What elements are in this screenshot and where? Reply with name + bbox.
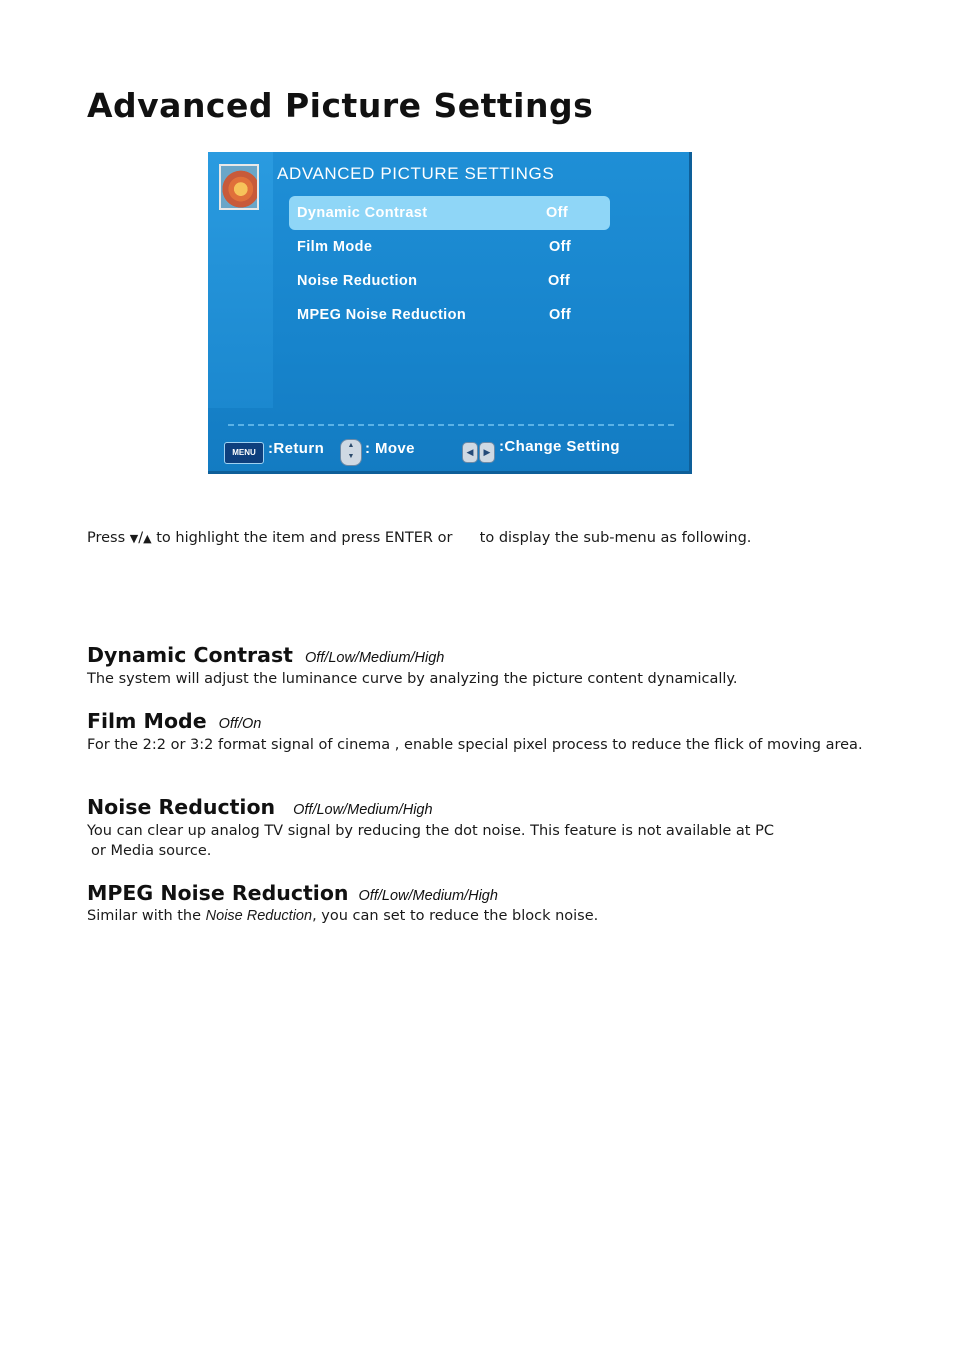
osd-item-label: Dynamic Contrast: [297, 205, 428, 221]
section-text-post: , you can set to reduce the block noise.: [312, 908, 599, 924]
osd-title: ADVANCED PICTURE SETTINGS: [277, 164, 555, 183]
tv-picture-icon: [219, 164, 259, 210]
osd-item-dynamic-contrast[interactable]: [289, 196, 610, 230]
section-text-mpeg-noise-reduction: [87, 906, 867, 926]
section-options: Off/Low/Medium/High: [358, 888, 498, 904]
osd-item-film-mode[interactable]: [289, 230, 610, 264]
section-heading-noise-reduction: [87, 795, 433, 819]
section-text-line-1: You can clear up analog TV signal by reducing the dot noise. This feature is not available at PC: [87, 823, 774, 839]
osd-item-value: Off: [546, 205, 569, 221]
left-right-key-icon: ◀: [462, 442, 478, 463]
osd-return-hint: :Return: [268, 440, 325, 457]
section-options: Off/On: [218, 716, 262, 732]
instruction-part-1: to highlight the item and press ENTER or: [156, 530, 453, 546]
osd-menu-screenshot: [208, 152, 692, 474]
osd-item-mpeg-noise-reduction[interactable]: [289, 298, 610, 332]
section-text-line-2: or Media source.: [91, 843, 212, 859]
up-arrow-icon: ▲: [143, 532, 152, 545]
left-right-key-icon: ▶: [479, 442, 495, 463]
osd-move-hint: : Move: [365, 440, 415, 457]
osd-item-noise-reduction[interactable]: [289, 264, 610, 298]
osd-divider: [228, 424, 674, 426]
section-title: Dynamic Contrast: [87, 643, 293, 667]
section-text-dynamic-contrast: The system will adjust the luminance curve by analyzing the picture content dynamically.: [87, 671, 738, 687]
section-options: Off/Low/Medium/High: [304, 650, 445, 666]
instruction-text: [87, 530, 751, 546]
section-text-pre: Similar with the: [87, 908, 202, 924]
osd-item-value: Off: [549, 239, 572, 255]
section-title: MPEG Noise Reduction: [87, 881, 349, 905]
down-arrow-icon: ▼: [129, 532, 139, 545]
osd-item-label: MPEG Noise Reduction: [297, 307, 467, 323]
section-title: Noise Reduction: [87, 795, 276, 819]
section-text-noise-reduction: [87, 821, 867, 861]
osd-change-setting-hint: :Change Setting: [499, 438, 620, 455]
section-text-italic: Noise Reduction: [205, 908, 313, 924]
section-title: Film Mode: [87, 709, 207, 733]
section-text-film-mode: For the 2:2 or 3:2 format signal of cinema , enable special pixel process to reduce the flick of moving area.: [87, 737, 863, 753]
section-heading-mpeg-noise-reduction: [87, 881, 498, 905]
instruction-press: Press: [87, 530, 126, 546]
menu-key-icon: MENU: [224, 442, 264, 464]
osd-item-label: Film Mode: [297, 239, 373, 255]
section-heading-film-mode: [87, 709, 261, 733]
section-options: Off/Low/Medium/High: [293, 802, 433, 818]
instruction-part-2: to display the sub-menu as following.: [479, 530, 752, 546]
page-title: Advanced Picture Settings: [87, 86, 594, 125]
osd-item-label: Noise Reduction: [297, 273, 418, 289]
up-down-key-icon: ▲ ▼: [340, 439, 362, 466]
osd-item-value: Off: [548, 273, 571, 289]
osd-item-value: Off: [549, 307, 572, 323]
osd-sidebar: [208, 152, 273, 408]
section-heading-dynamic-contrast: [87, 643, 444, 667]
instruction-slash: /: [138, 530, 144, 546]
